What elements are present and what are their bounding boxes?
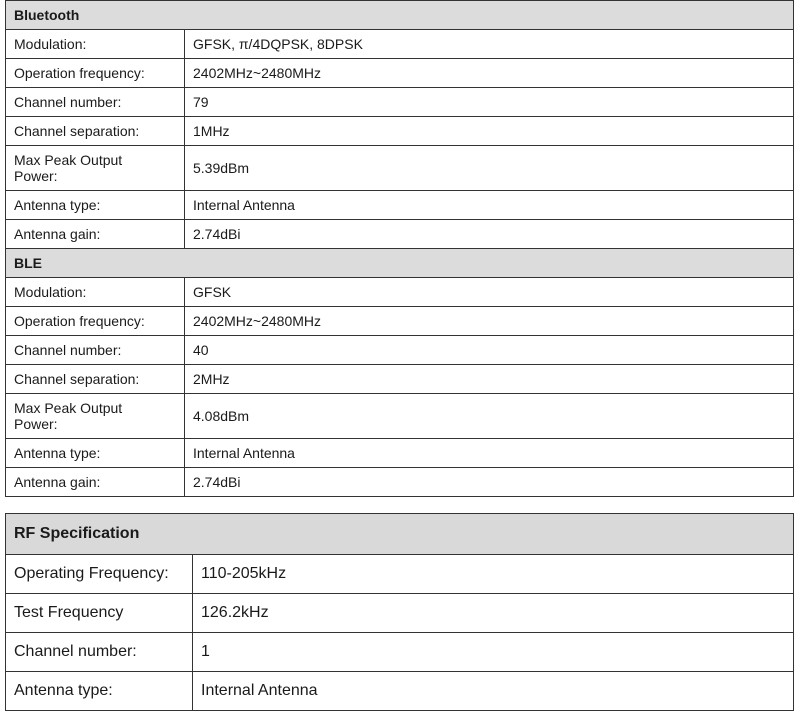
row-value: 126.2kHz: [193, 594, 794, 633]
row-value: 2402MHz~2480MHz: [185, 307, 794, 336]
row-value: Internal Antenna: [193, 672, 794, 711]
row-value: 79: [185, 88, 794, 117]
row-label: Modulation:: [6, 30, 185, 59]
row-label: Operation frequency:: [6, 307, 185, 336]
row-label: Antenna type:: [6, 672, 193, 711]
bluetooth-ble-spec-table: [5, 0, 794, 497]
row-label: Channel number:: [6, 336, 185, 365]
row-value: Internal Antenna: [185, 191, 794, 220]
row-label: Antenna type:: [6, 191, 185, 220]
row-label: Operation frequency:: [6, 59, 185, 88]
section-title-ble: BLE: [6, 249, 794, 278]
row-value: 2MHz: [185, 365, 794, 394]
row-label: Antenna gain:: [6, 220, 185, 249]
table-row: [6, 468, 794, 497]
row-value: 40: [185, 336, 794, 365]
table-row: [6, 146, 794, 191]
row-label: Operating Frequency:: [6, 555, 193, 594]
row-value: Internal Antenna: [185, 439, 794, 468]
table-row: [6, 59, 794, 88]
row-label: Modulation:: [6, 278, 185, 307]
row-value: 2.74dBi: [185, 220, 794, 249]
table-row: [6, 555, 794, 594]
row-value: 1MHz: [185, 117, 794, 146]
table-row: [6, 336, 794, 365]
table-row: [6, 439, 794, 468]
table-row: [6, 394, 794, 439]
row-value: GFSK: [185, 278, 794, 307]
table-row: [6, 88, 794, 117]
row-label: Max Peak Output Power:: [6, 394, 185, 439]
table-row: [6, 307, 794, 336]
table-row: [6, 117, 794, 146]
rf-spec-table: [5, 513, 794, 711]
row-value: 110-205kHz: [193, 555, 794, 594]
table-row: [6, 365, 794, 394]
row-label: Channel separation:: [6, 365, 185, 394]
row-label: Channel number:: [6, 88, 185, 117]
row-label: Antenna gain:: [6, 468, 185, 497]
section-title-bluetooth: Bluetooth: [6, 1, 794, 30]
table-row: [6, 191, 794, 220]
row-label: Max Peak Output Power:: [6, 146, 185, 191]
row-label: Test Frequency: [6, 594, 193, 633]
row-value: 2402MHz~2480MHz: [185, 59, 794, 88]
table-row: [6, 30, 794, 59]
row-label: Channel number:: [6, 633, 193, 672]
row-label: Channel separation:: [6, 117, 185, 146]
table-row: [6, 633, 794, 672]
row-value: 4.08dBm: [185, 394, 794, 439]
table-row: [6, 594, 794, 633]
row-value: GFSK, π/4DQPSK, 8DPSK: [185, 30, 794, 59]
table-row: [6, 278, 794, 307]
table-row: [6, 672, 794, 711]
row-value: 1: [193, 633, 794, 672]
row-value: 5.39dBm: [185, 146, 794, 191]
table-row: [6, 220, 794, 249]
row-label: Antenna type:: [6, 439, 185, 468]
row-value: 2.74dBi: [185, 468, 794, 497]
section-title-rf: RF Specification: [6, 514, 794, 555]
